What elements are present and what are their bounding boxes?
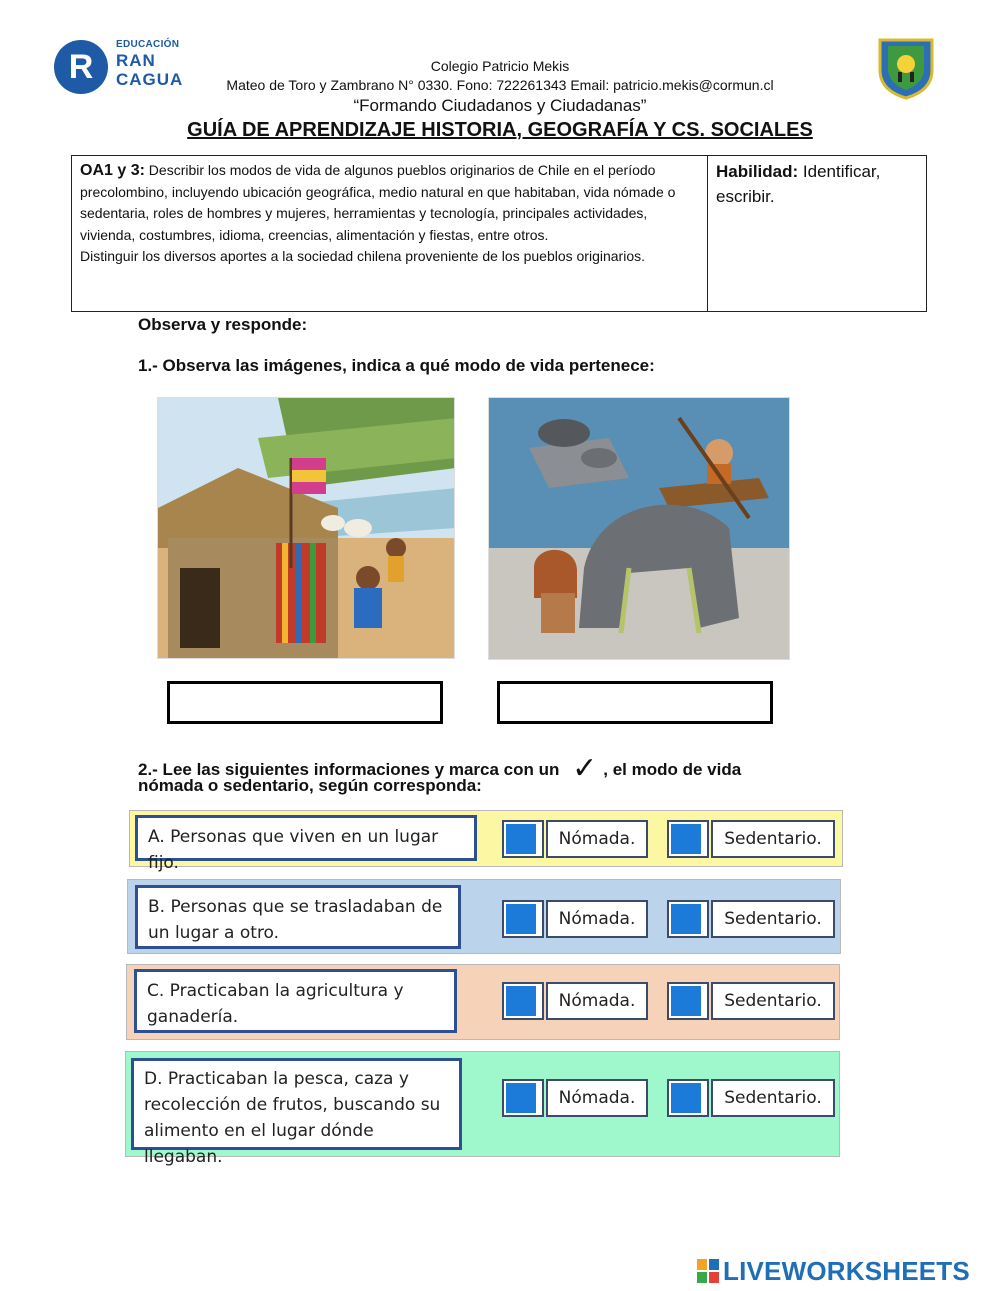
quiz-c-sedentario-label: Sedentario.: [711, 982, 835, 1020]
objective-label: OA1 y 3:: [80, 162, 145, 179]
skill-label: Habilidad:: [716, 162, 799, 181]
quiz-statement-b: B. Personas que se trasladaban de un lugar a otro.: [135, 885, 461, 949]
quiz-b-sedentario-option[interactable]: [667, 900, 835, 938]
quiz-a-nomada-label: Nómada.: [546, 820, 648, 858]
school-address: Mateo de Toro y Zambrano N° 0330. Fono: 722261343 Email: patricio.mekis@cormun.cl: [226, 77, 774, 93]
question-2-part-2: , el modo de vida: [603, 760, 742, 779]
logo-big-text-1: RAN: [116, 51, 156, 70]
quiz-d-nomada-checkbox[interactable]: [502, 1079, 544, 1117]
quiz-b-sedentario-checkbox[interactable]: [667, 900, 709, 938]
answer-box-2[interactable]: [497, 681, 773, 724]
objective-text-1: Describir los modos de vida de algunos pueblos originarios de Chile en el período precolombino, incluyendo ubicación geográfica, medio natural en que habitaban, vida nómade o sedentaria, roles de hombres y mujeres, herramientas y tecnología, principales actividades, vivienda, costumbres, idioma, creencias, alimentación y fiestas, entre otros.: [80, 162, 676, 243]
quiz-c-sedentario-checkbox[interactable]: [667, 982, 709, 1020]
quiz-d-sedentario-label: Sedentario.: [711, 1079, 835, 1117]
objective-text-2: Distinguir los diversos aportes a la sociedad chilena proveniente de los pueblos originarios.: [80, 248, 645, 264]
checkmark-icon: ✓: [572, 752, 598, 785]
quiz-b-nomada-checkbox[interactable]: [502, 900, 544, 938]
nomadic-people-image: [488, 397, 790, 660]
quiz-a-nomada-option[interactable]: [502, 820, 648, 858]
school-motto: “Formando Ciudadanos y Ciudadanas”: [353, 96, 647, 115]
school-name: Colegio Patricio Mekis: [430, 58, 570, 74]
quiz-b-sedentario-label: Sedentario.: [711, 900, 835, 938]
question-2-part-1: 2.- Lee las siguientes informaciones y marca con un: [138, 760, 560, 779]
quiz-a-sedentario-label: Sedentario.: [711, 820, 835, 858]
intro-instruction: Observa y responde:: [138, 315, 308, 334]
logo-letter: R: [54, 40, 108, 94]
quiz-d-nomada-option[interactable]: [502, 1079, 648, 1117]
objective-table: [71, 155, 927, 312]
question-1: 1.- Observa las imágenes, indica a qué modo de vida pertenece:: [138, 356, 655, 375]
quiz-a-sedentario-option[interactable]: [667, 820, 835, 858]
quiz-c-sedentario-option[interactable]: [667, 982, 835, 1020]
quiz-a-sedentario-checkbox[interactable]: [667, 820, 709, 858]
quiz-d-sedentario-option[interactable]: [667, 1079, 835, 1117]
quiz-c-nomada-option[interactable]: [502, 982, 648, 1020]
skill-cell: [708, 156, 926, 311]
quiz-c-nomada-label: Nómada.: [546, 982, 648, 1020]
objective-cell: [72, 156, 708, 311]
quiz-a-nomada-checkbox[interactable]: [502, 820, 544, 858]
sedentary-village-image: [157, 397, 455, 659]
quiz-c-nomada-checkbox[interactable]: [502, 982, 544, 1020]
logo-small-text: EDUCACIÓN: [116, 39, 180, 50]
quiz-b-nomada-option[interactable]: [502, 900, 648, 938]
liveworksheets-badge-icon: [697, 1259, 719, 1283]
skill-text: Identificar, escribir.: [716, 162, 881, 206]
quiz-statement-a: A. Personas que viven en un lugar fijo.: [135, 815, 477, 861]
quiz-d-nomada-label: Nómada.: [546, 1079, 648, 1117]
quiz-d-sedentario-checkbox[interactable]: [667, 1079, 709, 1117]
page-title: GUÍA DE APRENDIZAJE HISTORIA, GEOGRAFÍA Y CS. SOCIALES: [187, 119, 813, 141]
answer-box-1[interactable]: [167, 681, 443, 724]
question-2-line-2: nómada o sedentario, según corresponda:: [138, 776, 482, 795]
quiz-b-nomada-label: Nómada.: [546, 900, 648, 938]
liveworksheets-wordmark: LIVEWORKSHEETS: [723, 1256, 970, 1286]
quiz-statement-d: D. Practicaban la pesca, caza y recolección de frutos, buscando su alimento en el lugar dónde llegaban.: [131, 1058, 462, 1150]
quiz-statement-c: C. Practicaban la agricultura y ganadería.: [134, 969, 457, 1033]
logo-big-text-2: CAGUA: [116, 70, 184, 89]
